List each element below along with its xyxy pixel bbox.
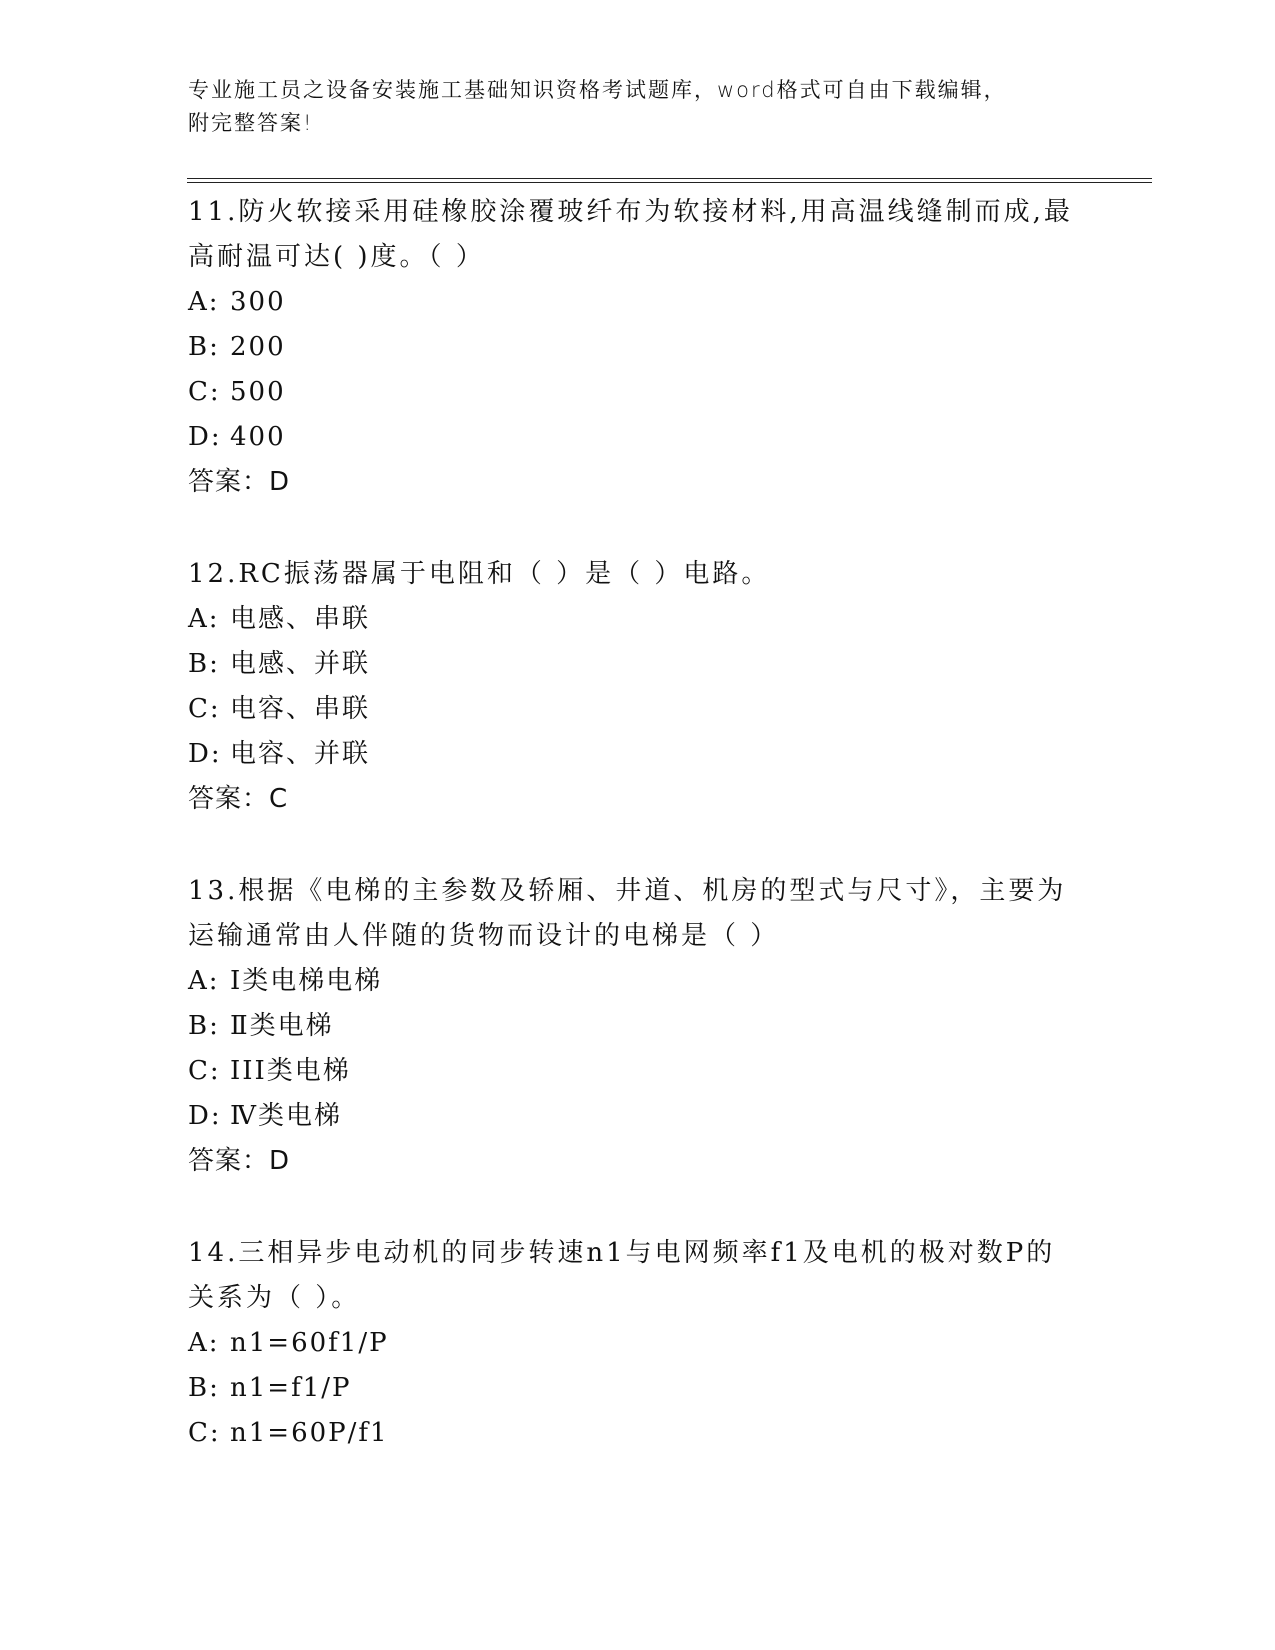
option-b [188,1366,1088,1411]
question-11 [188,190,1088,505]
option-c [188,1049,1088,1094]
option-b [188,1004,1088,1049]
option-text: 400 [230,422,286,452]
option-c [188,687,1088,732]
question-spacer [188,822,1088,869]
option-c [188,1411,1088,1456]
option-a [188,280,1088,325]
option-text: Ⅱ类电梯 [230,1011,334,1041]
option-key: C: [188,377,221,407]
option-d [188,415,1088,460]
option-key: D: [188,739,222,769]
document-header [188,74,1088,140]
question-12 [188,552,1088,822]
answer-line: 答案：C [188,784,289,814]
option-key: A: [188,604,220,634]
option-key: C: [188,694,221,724]
option-key: C: [188,1056,221,1086]
option-a [188,1321,1088,1366]
option-text: n1=f1/P [230,1373,352,1403]
header-line-2: 附完整答案! [188,111,314,135]
header-divider-top [187,178,1152,179]
option-text: Ⅰ类电梯电梯 [230,966,383,996]
option-key: C: [188,1418,221,1448]
option-key: D: [188,422,222,452]
option-text: 200 [230,332,286,362]
question-stem-line: 11.防火软接采用硅橡胶涂覆玻纤布为软接材料,用高温线缝制而成,最 [188,197,1073,227]
option-key: B: [188,649,220,679]
option-key: B: [188,332,220,362]
question-stem-line: 高耐温可达( )度。（ ） [188,242,485,272]
question-spacer [188,1184,1088,1231]
option-b [188,325,1088,370]
option-text: 500 [230,377,286,407]
option-text: Ⅳ类电梯 [230,1101,342,1131]
option-text: 电感、串联 [230,604,371,634]
option-d [188,1094,1088,1139]
option-key: B: [188,1373,220,1403]
option-key: A: [188,287,220,317]
question-stem-line: 12.RC振荡器属于电阻和（ ）是（ ）电路。 [188,559,771,589]
option-d [188,732,1088,777]
question-13 [188,869,1088,1184]
question-14 [188,1231,1088,1456]
question-list [188,190,1088,1456]
option-text: III类电梯 [230,1056,351,1086]
option-c [188,370,1088,415]
answer-line: 答案：D [188,1146,291,1176]
question-stem-line: 14.三相异步电动机的同步转速n1与电网频率f1及电机的极对数P的 [188,1238,1056,1268]
option-text: 电感、并联 [230,649,371,679]
option-text: 300 [230,287,286,317]
header-line-1: 专业施工员之设备安装施工基础知识资格考试题库，word格式可自由下载编辑， [188,78,1007,102]
question-stem-line: 关系为（ ）。 [188,1283,361,1313]
option-text: n1=60f1/P [230,1328,389,1358]
option-a [188,959,1088,1004]
header-divider-bottom [187,182,1152,183]
option-key: A: [188,966,220,996]
option-key: A: [188,1328,220,1358]
question-spacer [188,505,1088,552]
option-a [188,597,1088,642]
option-text: 电容、并联 [230,739,371,769]
answer-line: 答案：D [188,467,291,497]
question-stem-line: 13.根据《电梯的主参数及轿厢、井道、机房的型式与尺寸》，主要为 [188,876,1067,906]
option-b [188,642,1088,687]
option-key: D: [188,1101,222,1131]
option-text: n1=60P/f1 [230,1418,389,1448]
option-key: B: [188,1011,220,1041]
question-stem-line: 运输通常由人伴随的货物而设计的电梯是（ ） [188,921,780,951]
option-text: 电容、串联 [230,694,371,724]
